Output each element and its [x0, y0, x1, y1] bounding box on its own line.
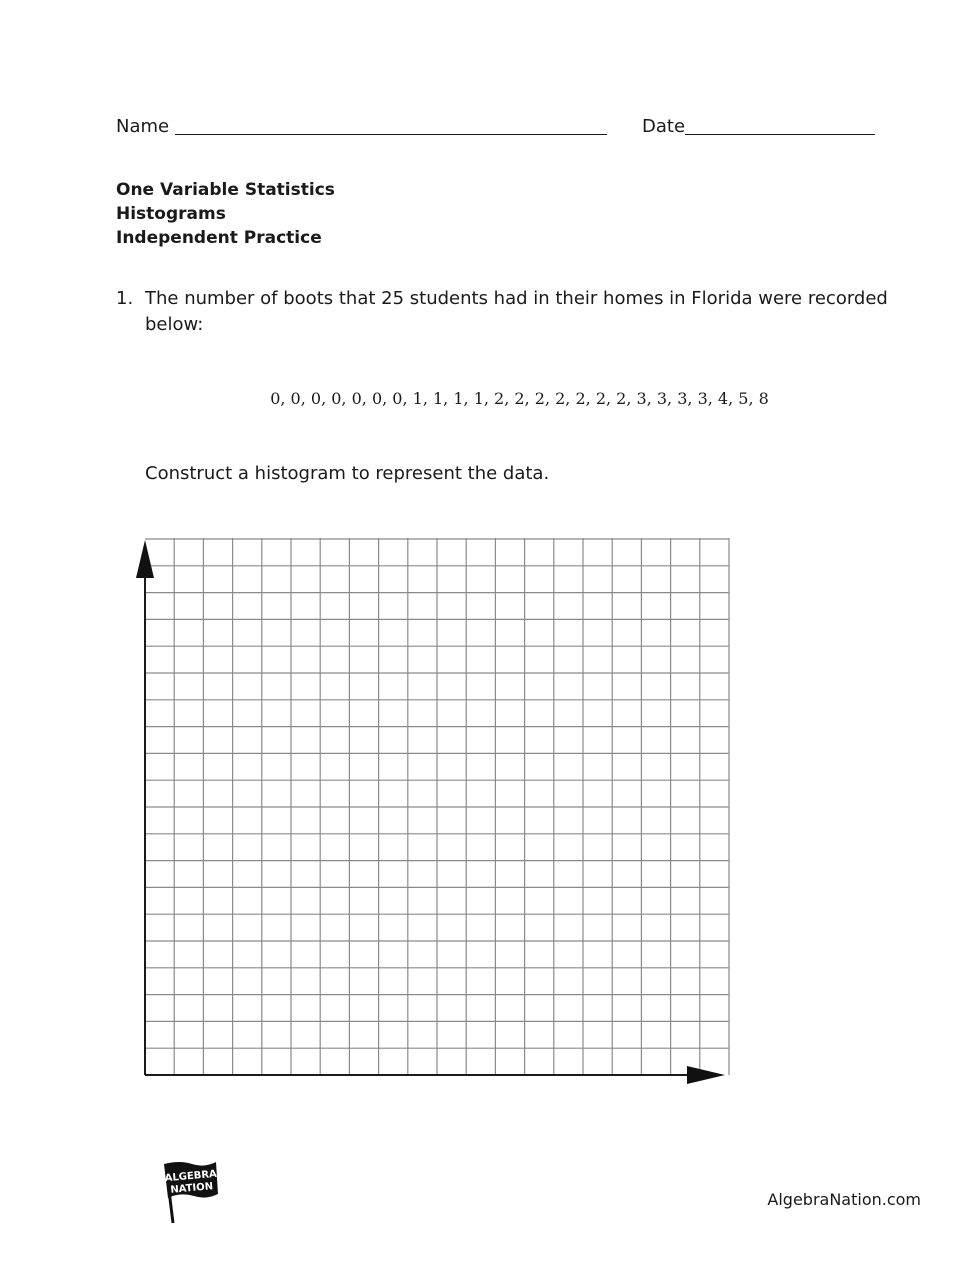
x-axis-arrow-icon: [687, 1066, 725, 1084]
question-text: The number of boots that 25 students had in their homes in Florida were recorded below:: [145, 288, 888, 335]
instruction-text: Construct a histogram to represent the data.: [145, 463, 550, 484]
name-blank-line[interactable]: [175, 116, 607, 135]
data-values: 0, 0, 0, 0, 0, 0, 0, 1, 1, 1, 1, 2, 2, 2, 2, 2, 2, 2, 3, 3, 3, 3, 4, 5, 8: [270, 389, 769, 408]
date-field[interactable]: [642, 116, 875, 137]
date-blank-line[interactable]: [685, 116, 875, 135]
title-line-3: Independent Practice: [116, 228, 322, 248]
worksheet-titles: [116, 178, 335, 250]
logo-text-line-1: ALGEBRA: [164, 1168, 218, 1185]
footer-site-link[interactable]: AlgebraNation.com: [767, 1190, 921, 1209]
title-line-1: One Variable Statistics: [116, 180, 335, 200]
blank-histogram-grid[interactable]: [120, 530, 740, 1090]
question-1: [116, 286, 906, 338]
question-number: 1.: [116, 288, 134, 309]
logo-text-line-2: NATION: [170, 1181, 214, 1196]
grid-lines: [145, 538, 729, 1075]
date-label: Date: [642, 116, 686, 137]
name-label: Name: [116, 116, 170, 137]
header-row: [116, 116, 886, 142]
y-axis-arrow-icon: [136, 540, 154, 578]
algebra-nation-logo: [158, 1160, 220, 1226]
title-line-2: Histograms: [116, 204, 226, 224]
name-field[interactable]: [116, 116, 607, 137]
